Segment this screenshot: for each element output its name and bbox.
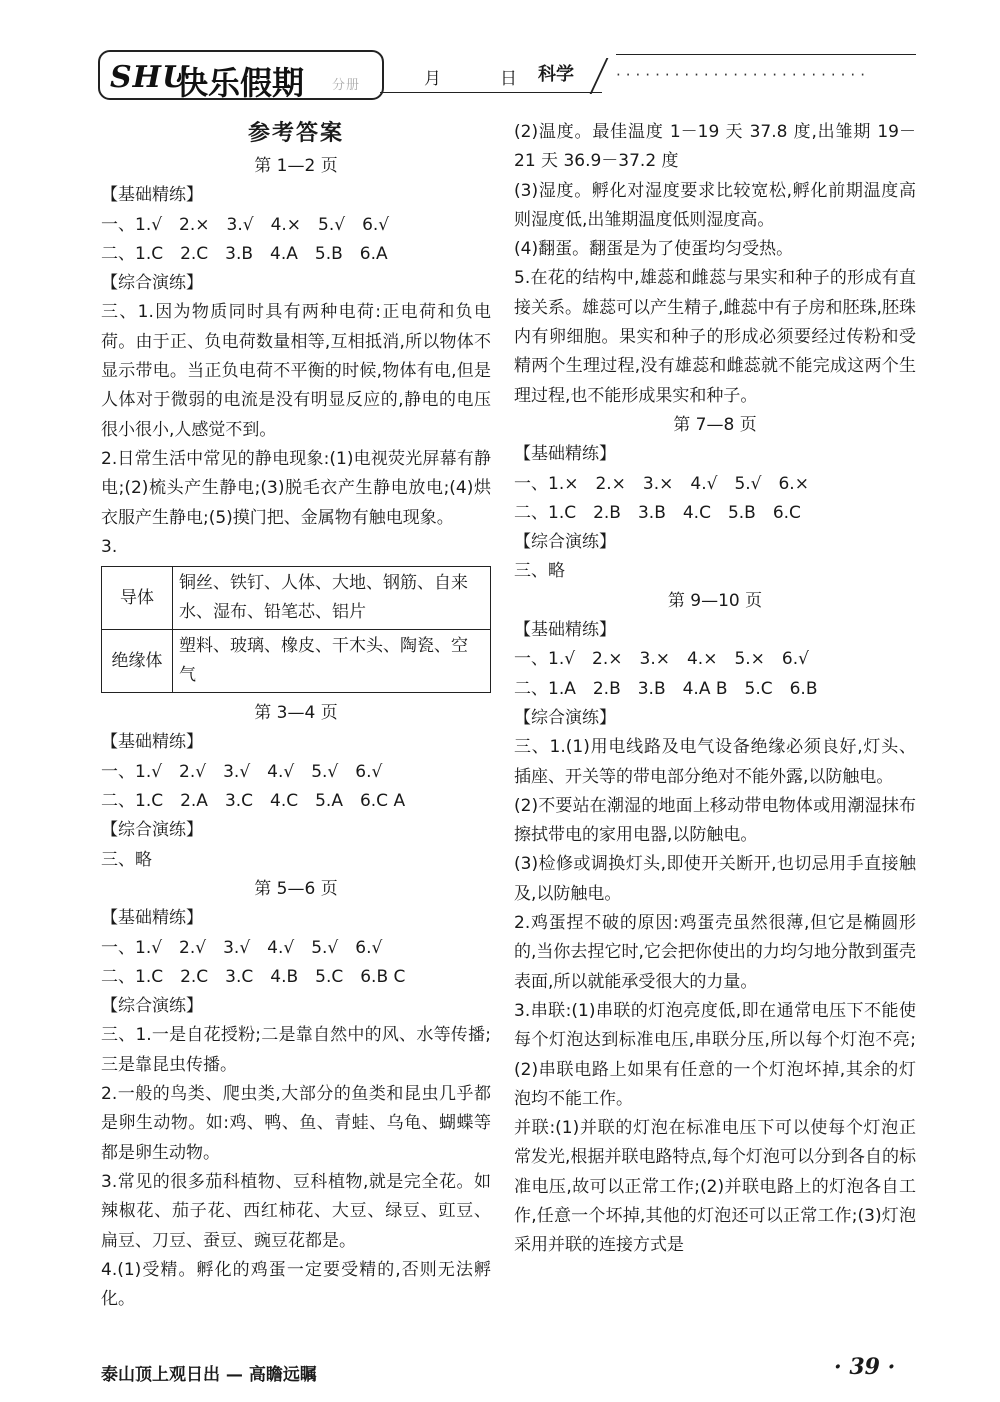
answer-line: 2.一般的鸟类、爬虫类,大部分的鱼类和昆虫几乎都是卵生动物。如:鸡、鸭、鱼、青蛙、乌龟、蝴蝶等都是卵生动物。 bbox=[101, 1084, 491, 1163]
answer-line: 三、略 bbox=[101, 849, 152, 870]
answer-line: 3. bbox=[101, 536, 118, 557]
answer-line: 三、1.(1)用电线路及电气设备绝缘必须良好,灯头、插座、开关等的带电部分绝对不能外露,以防触电。 bbox=[514, 737, 916, 787]
table-value: 铜丝、铁钉、人体、大地、钢筋、自来水、湿布、铅笔芯、铝片 bbox=[173, 567, 491, 630]
section-heading: 【基础精练】 bbox=[101, 732, 203, 753]
section-heading: 【基础精练】 bbox=[514, 620, 616, 641]
answer-line: 4.(1)受精。孵化的鸡蛋一定要受精的,否则无法孵化。 bbox=[101, 1259, 491, 1310]
series-logo bbox=[98, 50, 384, 100]
answer-line: (4)翻蛋。翻蛋是为了使蛋均匀受热。 bbox=[514, 239, 794, 260]
header-dots: ·························· bbox=[616, 66, 870, 84]
answer-line: 并联:(1)并联的灯泡在标准电压下可以使每个灯泡正常发光,根据并联电路特点,每个灯泡可以分到各自的标准电压,故可以正常工作;(2)并联电路上的灯泡各自工作,任意一个坏掉,其他的灯泡还可以正常工作;(3)灯泡采用并联的连接方式是 bbox=[514, 1118, 916, 1256]
section-heading: 【综合演练】 bbox=[101, 996, 203, 1017]
page-range-heading: 第 3—4 页 bbox=[254, 703, 338, 724]
left-content-a bbox=[101, 152, 491, 562]
answer-line: 一、1.√ 2.√ 3.√ 4.√ 5.√ 6.√ bbox=[101, 937, 383, 958]
answer-line: 一、1.× 2.× 3.× 4.√ 5.√ 6.× bbox=[514, 473, 809, 494]
table-value: 塑料、玻璃、橡皮、干木头、陶瓷、空气 bbox=[173, 630, 491, 693]
answer-line: (2)不要站在潮湿的地面上移动带电物体或用潮湿抹布擦拭带电的家用电器,以防触电。 bbox=[514, 795, 916, 846]
section-heading: 【基础精练】 bbox=[514, 444, 616, 465]
month-label: 月 bbox=[424, 69, 441, 89]
page-range-heading: 第 5—6 页 bbox=[254, 878, 338, 899]
answer-line: 三、略 bbox=[514, 561, 565, 582]
answer-line: 二、1.C 2.A 3.C 4.C 5.A 6.C A bbox=[101, 791, 406, 812]
answer-line: 2.日常生活中常见的静电现象:(1)电视荧光屏幕有静电;(2)梳头产生静电;(3)脱毛衣产生静电放电;(4)烘衣服产生静电;(5)摸门把、金属物有触电现象。 bbox=[101, 448, 491, 528]
table-label: 绝缘体 bbox=[102, 630, 173, 693]
section-heading: 【综合演练】 bbox=[101, 273, 203, 294]
page-title: 参考答案 bbox=[247, 121, 344, 146]
answer-line: 二、1.C 2.B 3.B 4.C 5.B 6.C bbox=[514, 502, 801, 523]
table-row bbox=[102, 567, 491, 630]
logo-title: 快乐假期 bbox=[176, 64, 305, 102]
page-number: · 39 · bbox=[834, 1354, 896, 1380]
section-heading: 【综合演练】 bbox=[514, 532, 616, 553]
section-heading: 【综合演练】 bbox=[514, 707, 616, 728]
section-heading: 【综合演练】 bbox=[101, 820, 203, 841]
logo-subtitle: 分册 bbox=[332, 78, 361, 93]
conductor-table bbox=[101, 566, 491, 693]
left-column bbox=[101, 118, 491, 1314]
answer-line: 一、1.√ 2.× 3.× 4.× 5.× 6.√ bbox=[514, 649, 809, 670]
answer-line: 三、1.一是自花授粉;二是靠自然中的风、水等传播;三是靠昆虫传播。 bbox=[101, 1025, 491, 1075]
answer-line: 一、1.√ 2.√ 3.√ 4.√ 5.√ 6.√ bbox=[101, 761, 383, 782]
header-underline bbox=[380, 92, 602, 93]
answer-line: (3)检修或调换灯头,即使开关断开,也切忌用手直接触及,以防触电。 bbox=[514, 854, 916, 904]
logo-brand: SHU bbox=[110, 60, 190, 95]
answer-line: 3.常见的很多茄科植物、豆科植物,就是完全花。如辣椒花、茄子花、西红柿花、大豆、绿豆、豇豆、扁豆、刀豆、蚕豆、豌豆花都是。 bbox=[101, 1171, 491, 1251]
page-range-heading: 第 9—10 页 bbox=[667, 590, 763, 611]
day-label: 日 bbox=[500, 69, 517, 89]
table-label: 导体 bbox=[102, 567, 173, 630]
answer-line: 一、1.√ 2.× 3.√ 4.× 5.√ 6.√ bbox=[101, 214, 390, 235]
answer-line: 3.串联:(1)串联的灯泡亮度低,即在通常电压下不能使每个灯泡达到标准电压,串联分压,所以每个灯泡不亮;(2)串联电路上如果有任意的一个灯泡坏掉,其余的灯泡均不能工作。 bbox=[514, 1000, 916, 1109]
section-heading: 【基础精练】 bbox=[101, 908, 203, 929]
right-column bbox=[514, 118, 916, 1261]
table-row bbox=[102, 630, 491, 693]
section-heading: 【基础精练】 bbox=[101, 185, 203, 206]
right-content bbox=[514, 118, 916, 1261]
footer-slogan: 泰山顶上观日出 — 高瞻远瞩 bbox=[101, 1365, 317, 1385]
header-divider bbox=[590, 58, 609, 94]
page-range-heading: 第 1—2 页 bbox=[254, 156, 338, 176]
answer-line: 2.鸡蛋捏不破的原因:鸡蛋壳虽然很薄,但它是椭圆形的,当你去捏它时,它会把你使出的力均匀地分散到蛋壳表面,所以就能承受很大的力量。 bbox=[514, 913, 916, 992]
page-header bbox=[98, 48, 918, 104]
answer-line: 5.在花的结构中,雄蕊和雌蕊与果实和种子的形成有直接关系。雄蕊可以产生精子,雌蕊中有子房和胚珠,胚珠内有卵细胞。果实和种子的形成必须要经过传粉和受精两个生理过程,没有雄蕊和雌蕊就不能完成这两个生理过程,也不能形成果实和种子。 bbox=[514, 268, 916, 406]
answer-line: (2)温度。最佳温度 1－19 天 37.8 度,出雏期 19－21 天 36.9－37.2 度 bbox=[514, 122, 916, 172]
subject-label: 科学 bbox=[538, 64, 574, 85]
left-content-b bbox=[101, 699, 491, 1314]
answer-line: 二、1.A 2.B 3.B 4.A B 5.C 6.B bbox=[514, 678, 818, 699]
page-range-heading: 第 7—8 页 bbox=[673, 414, 757, 435]
answer-line: 二、1.C 2.C 3.C 4.B 5.C 6.B C bbox=[101, 966, 406, 987]
answer-line: 二、1.C 2.C 3.B 4.A 5.B 6.A bbox=[101, 243, 388, 264]
header-rule bbox=[616, 54, 916, 55]
answer-line: 三、1.因为物质同时具有两种电荷:正电荷和负电荷。由于正、负电荷数量相等,互相抵消,所以物体不显示带电。当正负电荷不平衡的时候,物体有电,但是人体对于微弱的电流是没有明显反应的,静电的电压很小很小,人感觉不到。 bbox=[101, 302, 491, 440]
answer-line: (3)湿度。孵化对湿度要求比较宽松,孵化前期温度高则湿度低,出雏期温度低则湿度高。 bbox=[514, 180, 916, 230]
